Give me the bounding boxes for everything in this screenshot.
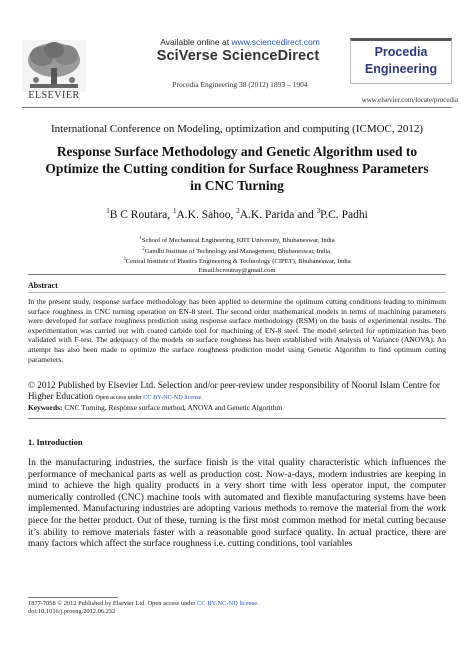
- abstract-top-divider: [28, 274, 446, 275]
- abstract-bottom-divider: [28, 418, 446, 419]
- keywords: [28, 403, 446, 412]
- journal-logo-box: [350, 38, 452, 84]
- author: $^2$A.K. Parida and: [236, 207, 317, 221]
- affiliation: $^2$Gandhi Institute of Technology and Management, Bhubaneswar, India,: [142, 246, 332, 255]
- publisher-name: ELSEVIER: [28, 90, 80, 101]
- license-link[interactable]: CC BY-NC-ND license.: [143, 394, 203, 401]
- open-access-note: Open access under CC BY-NC-ND license.: [95, 394, 203, 401]
- copyright-text: © 2012 Published by Elsevier Ltd. Selection and/or peer-review under responsibility of Noorul Islam Centre for Higher Education: [28, 380, 440, 401]
- footer-license-link[interactable]: CC BY-NC-ND license.: [197, 600, 259, 607]
- author: $^1$B C Routara,: [106, 207, 173, 221]
- header-divider: [22, 107, 452, 108]
- footer-divider: [28, 597, 118, 598]
- affiliation: $^1$School of Mechanical Engineering, KIIT University, Bhubaneswar, India: [139, 236, 335, 245]
- section-heading: 1. Introduction: [28, 437, 83, 447]
- author: $^1$A.K. Sahoo,: [172, 207, 237, 221]
- abstract-heading: Abstract: [28, 281, 58, 290]
- conference-name: International Conference on Modeling, optimization and computing (ICMOC, 2012): [50, 123, 424, 135]
- doi[interactable]: doi:10.1016/j.proeng.2012.06.232: [28, 608, 116, 615]
- journal-reference: Procedia Engineering 38 (2012) 1893 – 1904: [172, 80, 308, 89]
- keywords-text: CNC Turning, Response surface method, ANOVA and Genetic Algorithm: [64, 403, 283, 412]
- paper-title: Response Surface Methodology and Genetic Algorithm used to Optimize the Cutting condition for Surface Roughness Parameters in CNC Turning: [45, 144, 429, 193]
- sciencedirect-link[interactable]: www.sciencedirect.com: [231, 37, 320, 47]
- sciverse-brand: SciVerse ScienceDirect: [156, 48, 320, 64]
- keywords-label: Keywords:: [28, 403, 63, 412]
- author-email: Email:bcroutray@gmail.com: [198, 266, 276, 274]
- journal-name-line1: Procedia: [374, 45, 428, 59]
- abstract-heading-divider: [28, 292, 446, 293]
- affiliation: $^3$Central Institute of Plastics Engineering & Technology (CIPET), Bhubaneswar, India: [123, 257, 351, 266]
- abstract-text: In the present study, response surface methodology has been applied to determine the optimum cutting conditions leading to minimum surface roughness in CNC turning operation on EN-8 steel. The second order mathematical models in terms of machining parameters were developed for surface roughness prediction using response surface methodology (RSM) on the basis of experimental results. The experimentation was carried out with coated carbide tool for machining of EN-8 steel. The model selected for optimization has been validated with F-test. The adequacy of the models on surface roughness has been established with Analysis of Variance (ANOVA). An attempt has also been made to optimize the surface roughness prediction model using Genetic Algorithm to find optimum cutting parameters.: [28, 297, 446, 364]
- elsevier-tree-logo: [22, 40, 86, 92]
- copyright-statement: [28, 380, 446, 403]
- issn-line: 1877-7058 © 2012 Published by Elsevier Ltd. Open access under CC BY-NC-ND license.: [28, 600, 259, 607]
- journal-url[interactable]: www.elsevier.com/locate/procedia: [361, 96, 458, 104]
- affiliations: [60, 235, 414, 275]
- available-prefix: Available online at: [160, 37, 230, 47]
- author-list: [40, 207, 434, 221]
- introduction-text: In the manufacturing industries, the surface finish is the vital quality characteristic which influences the performance of mechanical parts as well as production cost. Now-a-days, modern industries are keeping in mind to achieve the high quality products in a very short time with less operator input, the computer numerically controlled (CNC) machine tools with automated and flexible manufacturing systems have been implemented. Manufacturing industries are adopting various methods to remove the material from the work piece for the better product. Out of these, turning is the first most common method for metal cutting because it’s ability to remove materials faster with a reasonable good surface quality. In actual practice, there are many factors which affect the surface roughness i.e. cutting conditions, tool variables: [28, 458, 446, 550]
- author: $^3$P.C. Padhi: [316, 207, 368, 221]
- footer: [28, 600, 448, 616]
- available-online: [140, 37, 340, 47]
- journal-name-line2: Engineering: [364, 62, 438, 76]
